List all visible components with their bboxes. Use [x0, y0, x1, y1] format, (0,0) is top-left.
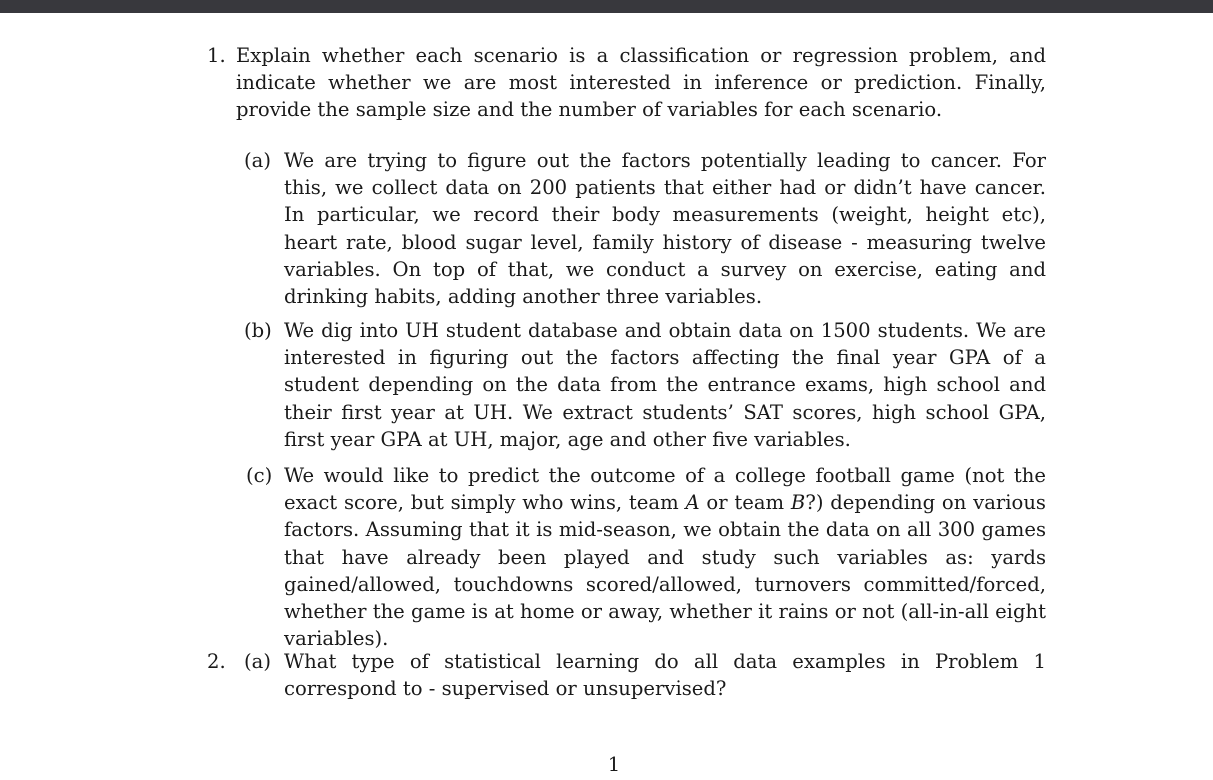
problem-1c-text-middle: or team	[699, 491, 791, 515]
page-number: 1	[607, 753, 621, 776]
problem-1a-label: (a)	[244, 149, 271, 172]
team-a-variable: A	[685, 491, 700, 515]
problem-1a-text: We are trying to figure out the factors potentially leading to cancer. For this, we collect data on 200 patients that either had or didn’t have cancer. In particular, we record their body measurements (weight, height etc), heart rate, blood sugar level, family history of disease - measuring twelve variables. On top of that, we conduct a survey on exercise, eating and drinking habits, adding another three variables.	[284, 149, 1046, 309]
problem-1c-text	[284, 462, 1046, 652]
problem-1-text: Explain whether each scenario is a classification or regression problem, and indicate whether we are most interested in inference or prediction. Finally, provide the sample size and the number of variables for each scenario.	[236, 44, 1046, 122]
viewer-toolbar	[0, 0, 1213, 13]
problem-1b-text: We dig into UH student database and obtain data on 1500 students. We are interested in figuring out the factors affecting the final year GPA of a student depending on the data from the entrance exams, high school and their first year at UH. We extract students’ SAT scores, high school GPA, first year GPA at UH, major, age and other five variables.	[284, 319, 1046, 451]
problem-1b-label: (b)	[244, 319, 272, 342]
problem-2a-text: What type of statistical learning do all data examples in Problem 1 correspond to - supervised or unsupervised?	[284, 650, 1046, 701]
problem-2a-label: (a)	[244, 650, 271, 673]
problem-1c-label: (c)	[246, 464, 273, 487]
document-page	[0, 13, 1213, 780]
problem-1-number: 1.	[207, 44, 226, 67]
problem-1c-text-start: We would like to predict the outcome of a college football game (not the exact score, but simply who wins, team	[284, 464, 1046, 515]
problem-1c-text-end: ?) depending on various factors. Assuming that it is mid-season, we obtain the data on all 300 games that have already been played and study such variables as: yards gained/allowed, touchdowns scored/allowed, turnovers committed/forced, whether the game is at home or away, whether it rains or not (all-in-all eight variables).	[284, 491, 1046, 651]
problem-2-number: 2.	[207, 650, 226, 673]
team-b-variable: B	[790, 491, 806, 515]
